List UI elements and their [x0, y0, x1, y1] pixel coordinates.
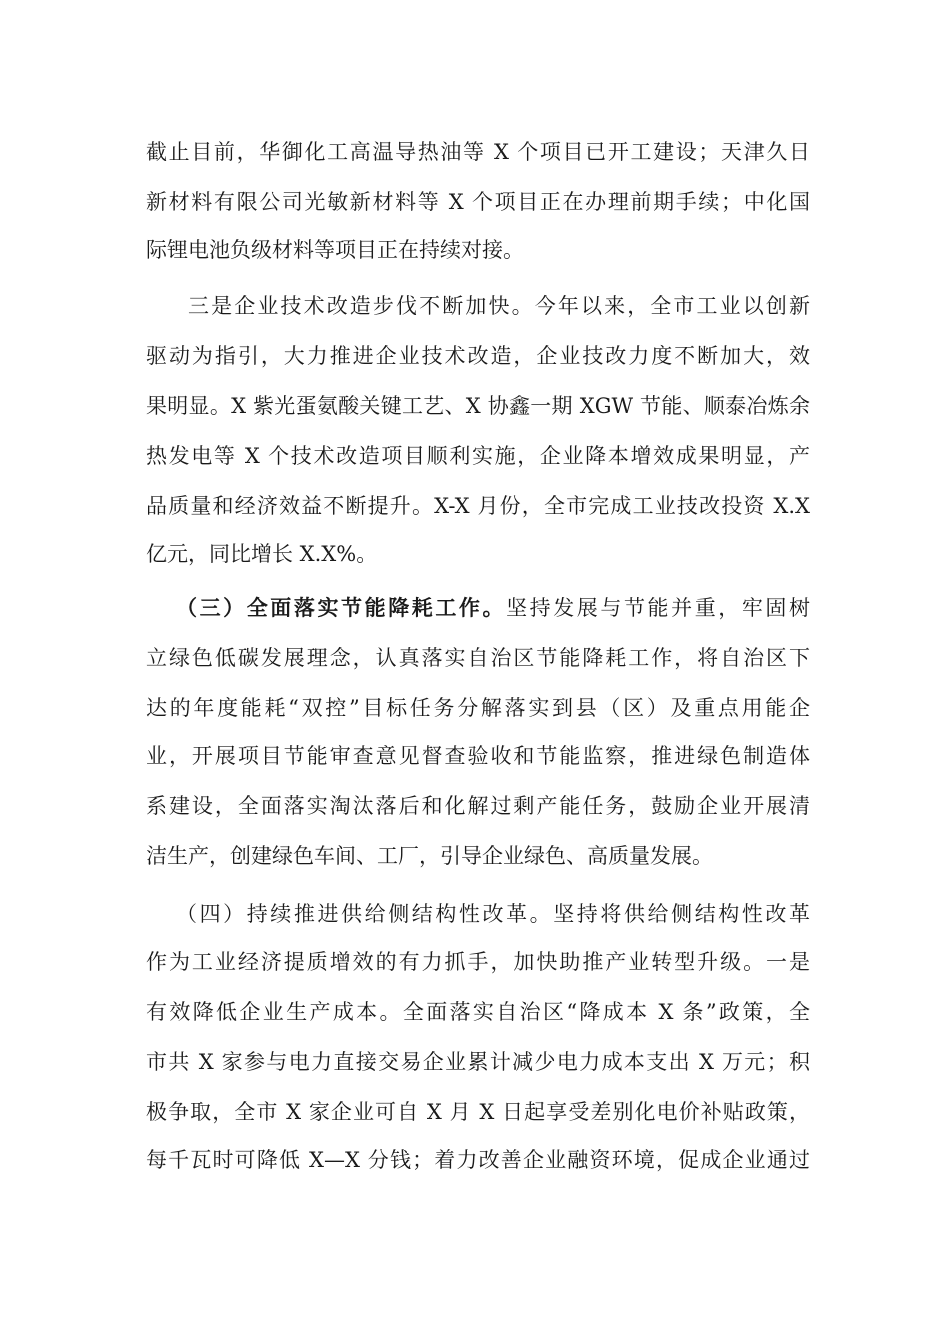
paragraph-line: 极争取，全市 X 家企业可自 X 月 X 日起享受差别化电价补贴政策， — [146, 1100, 810, 1124]
paragraph-line: （四）持续推进供给侧结构性改革。坚持将供给侧结构性改革 — [176, 902, 810, 926]
paragraph-line: 热发电等 X 个技术改造项目顺利实施，企业降本增效成果明显，产 — [146, 444, 810, 468]
paragraph-line: 截止目前，华御化工高温导热油等 X 个项目已开工建设；天津久日 — [146, 140, 810, 164]
paragraph-line: 立绿色低碳发展理念，认真落实自治区节能降耗工作，将自治区下 — [146, 646, 810, 670]
paragraph-line: 驱动为指引，大力推进企业技术改造，企业技改力度不断加大，效 — [146, 344, 810, 368]
paragraph-line: 有效降低企业生产成本。全面落实自治区“降成本 X 条”政策，全 — [146, 1000, 810, 1024]
paragraph-line: 系建设，全面落实淘汰落后和化解过剩产能任务，鼓励企业开展清 — [146, 794, 810, 818]
paragraph-line: 新材料有限公司光敏新材料等 X 个项目正在办理前期手续；中化国 — [146, 190, 810, 214]
paragraph-line: 作为工业经济提质增效的有力抓手，加快助推产业转型升级。一是 — [146, 950, 810, 974]
section-heading: （三）全面落实节能降耗工作。 — [176, 595, 507, 620]
paragraph-line: 亿元，同比增长 X.X%。 — [146, 542, 378, 566]
paragraph-text: 坚持发展与节能并重，牢固树 — [506, 596, 811, 620]
paragraph-line: 洁生产，创建绿色车间、工厂，引导企业绿色、高质量发展。 — [146, 844, 713, 868]
paragraph-line: 每千瓦时可降低 X—X 分钱；着力改善企业融资环境，促成企业通过 — [146, 1148, 810, 1172]
paragraph-line — [176, 584, 810, 632]
paragraph-line: 达的年度能耗“双控”目标任务分解落实到县（区）及重点用能企 — [146, 696, 810, 720]
paragraph-line: 业，开展项目节能审查意见督查验收和节能监察，推进绿色制造体 — [146, 744, 810, 768]
paragraph-line: 三是企业技术改造步伐不断加快。今年以来，全市工业以创新 — [188, 294, 810, 318]
paragraph-line: 市共 X 家参与电力直接交易企业累计减少电力成本支出 X 万元；积 — [146, 1050, 810, 1074]
paragraph-line: 果明显。X 紫光蛋氨酸关键工艺、X 协鑫一期 XGW 节能、顺泰冶炼余 — [146, 394, 810, 418]
paragraph-line: 品质量和经济效益不断提升。X-X 月份，全市完成工业技改投资 X.X — [146, 494, 810, 518]
paragraph-line: 际锂电池负级材料等项目正在持续对接。 — [146, 238, 524, 262]
